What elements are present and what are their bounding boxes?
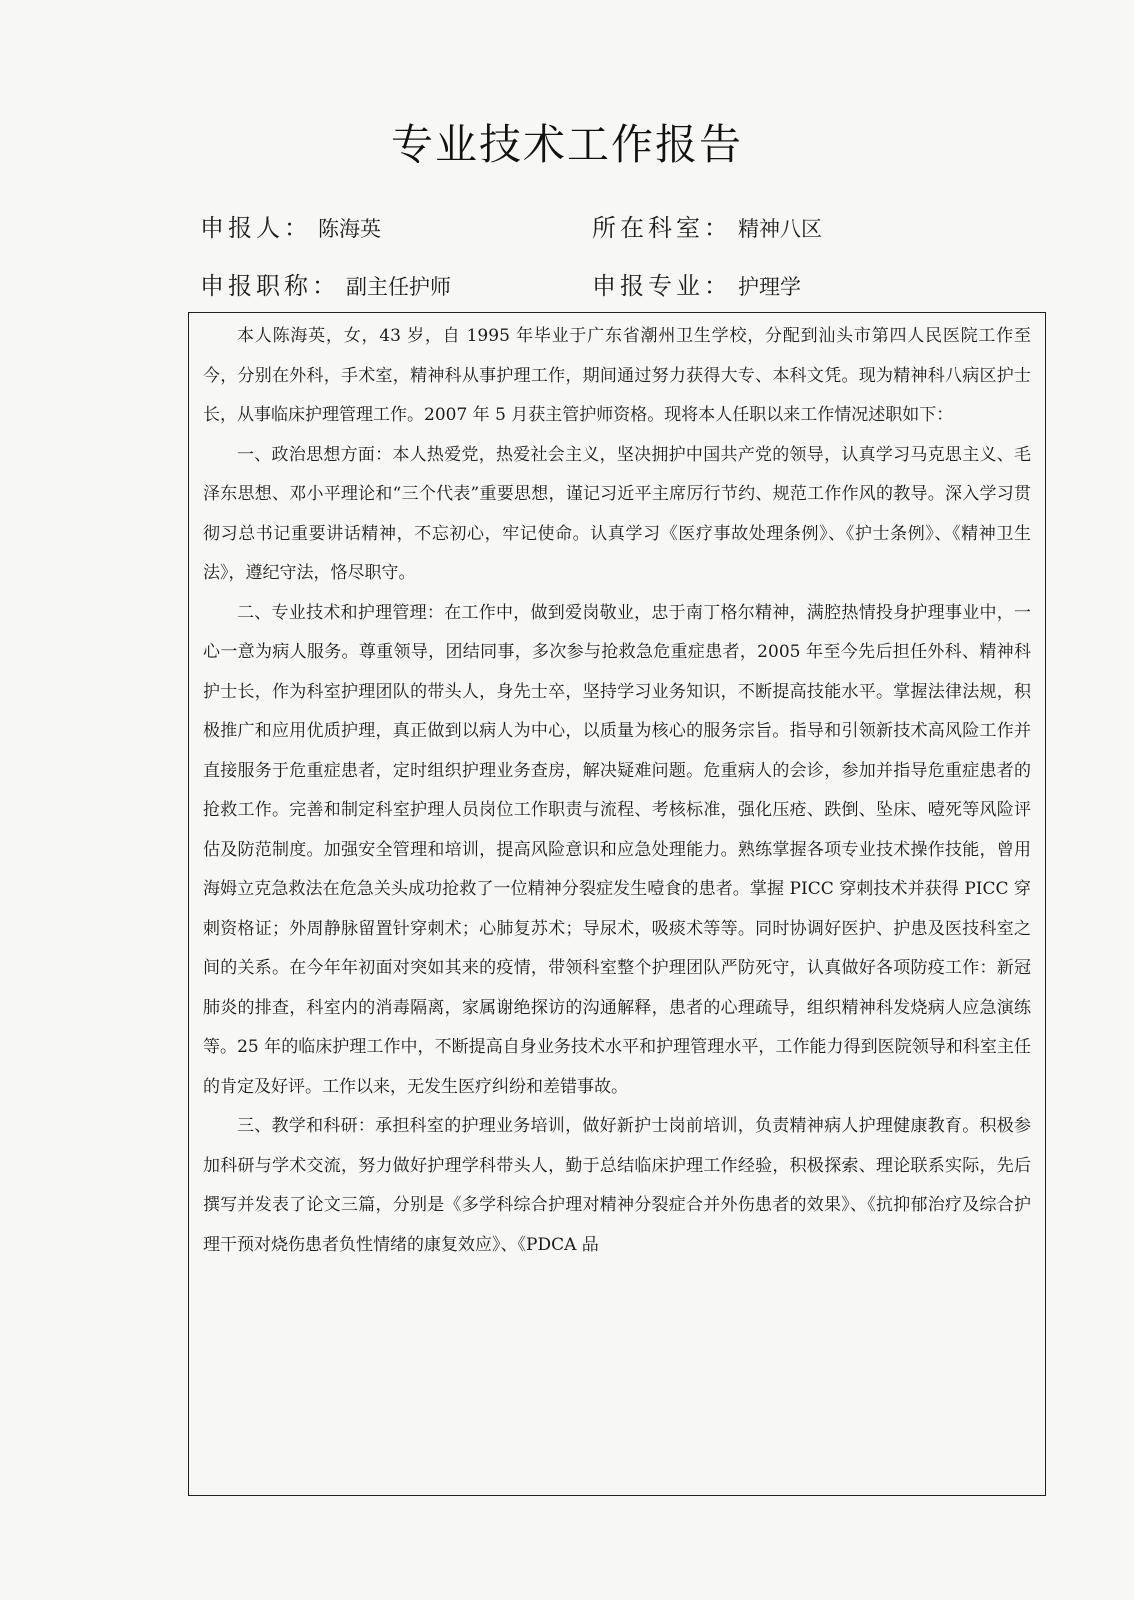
report-body-box	[188, 312, 1046, 1496]
paragraph-teaching: 三、教学和科研：承担科室的护理业务培训，做好新护士岗前培训，负责精神病人护理健康教育。积极参加科研与学术交流，努力做好护理学科带头人，勤于总结临床护理工作经验，积极探索、理论联系实际，先后撰写并发表了论文三篇，分别是《多学科综合护理对精神分裂症合并外伤患者的效果》、《抗抑郁治疗及综合护理干预对烧伤患者负性情绪的康复效应》、《PDCA 品	[203, 1116, 1031, 1255]
title-field	[200, 266, 451, 301]
document-title: 专业技术工作报告	[390, 120, 743, 169]
applicant-value: 陈海英	[318, 217, 381, 241]
title-value: 副主任护师	[346, 275, 451, 299]
department-value: 精神八区	[738, 217, 822, 241]
department-field	[592, 208, 822, 243]
title-label: 申报职称：	[200, 272, 340, 300]
paragraph-professional: 二、专业技术和护理管理：在工作中，做到爱岗敬业，忠于南丁格尔精神，满腔热情投身护理事业中，一心一意为病人服务。尊重领导，团结同事，多次参与抢救急危重症患者，2005 年至今先后担任外科、精神科护士长，作为科室护理团队的带头人，身先士卒，坚持学习业务知识，不断提高技能水平。掌握法律法规，积极推广和应用优质护理，真正做到以病人为中心，以质量为核心的服务宗旨。指导和引领新技术高风险工作并直接服务于危重症患者，定时组织护理业务查房，解决疑难问题。危重病人的会诊，参加并指导危重症患者的抢救工作。完善和制定科室护理人员岗位工作职责与流程、考核标准，强化压疮、跌倒、坠床、噎死等风险评估及防范制度。加强安全管理和培训，提高风险意识和应急处理能力。熟练掌握各项专业技术操作技能，曾用海姆立克急救法在危急关头成功抢救了一位精神分裂症发生噎食的患者。掌握 PICC 穿刺技术并获得 PICC 穿刺资格证；外周静脉留置针穿刺术；心肺复苏术；导尿术，吸痰术等等。同时协调好医护、护患及医技科室之间的关系。在今年年初面对突如其来的疫情，带领科室整个护理团队严防死守，认真做好各项防疫工作：新冠肺炎的排查，科室内的消毒隔离，家属谢绝探访的沟通解释，患者的心理疏导，组织精神科发烧病人应急演练等。25 年的临床护理工作中，不断提高自身业务技术水平和护理管理水平，工作能力得到医院领导和科室主任的肯定及好评。工作以来，无发生医疗纠纷和差错事故。	[203, 602, 1031, 1097]
specialty-value: 护理学	[738, 275, 801, 299]
meta-row-title	[200, 266, 1060, 306]
paragraph-intro: 本人陈海英，女，43 岁，自 1995 年毕业于广东省潮州卫生学校，分配到汕头市第四人民医院工作至今，分别在外科，手术室，精神科从事护理工作，期间通过努力获得大专、本科文凭。现为精神科八病区护士长，从事临床护理管理工作。2007 年 5 月获主管护师资格。现将本人任职以来工作情况述职如下：	[203, 326, 1031, 425]
specialty-label: 申报专业：	[592, 272, 732, 300]
department-label: 所在科室：	[592, 214, 732, 242]
meta-row-applicant	[200, 208, 1060, 248]
applicant-field	[200, 208, 381, 243]
applicant-label: 申报人：	[200, 214, 312, 242]
paragraph-political: 一、政治思想方面：本人热爱党，热爱社会主义，坚决拥护中国共产党的领导，认真学习马克思主义、毛泽东思想、邓小平理论和“三个代表”重要思想，谨记习近平主席厉行节约、规范工作作风的教导。深入学习贯彻习总书记重要讲话精神，不忘初心，牢记使命。认真学习《医疗事故处理条例》、《护士条例》、《精神卫生法》，遵纪守法，恪尽职守。	[203, 444, 1031, 583]
specialty-field	[592, 266, 801, 301]
